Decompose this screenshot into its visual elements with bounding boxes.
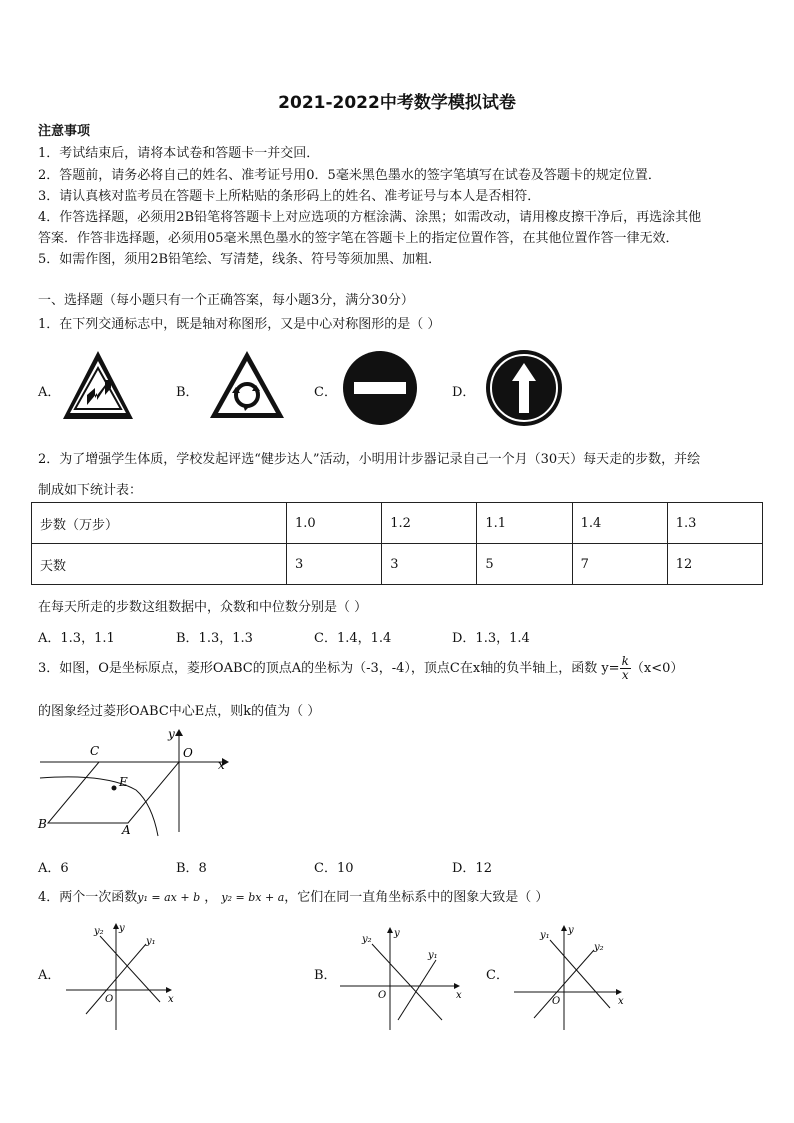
q3-stem-line1 <box>38 655 683 682</box>
label-y1: y₁ <box>540 930 550 941</box>
label-y: y <box>119 923 125 934</box>
table-row-header: 步数（万步） <box>32 503 287 544</box>
q2-option-c: C．1.4，1.4 <box>314 631 392 646</box>
q3-option-b: B．8 <box>176 861 207 876</box>
hyperbola-curve <box>40 777 158 836</box>
notice-item: 4．作答选择题，必须用2B铅笔将答题卡上对应选项的方框涂满、涂黑；如需改动，请用橡皮擦干净后，再选涂其他 <box>38 210 702 225</box>
fraction-k-over-x <box>620 655 631 682</box>
q4-stem-tail: ，它们在同一直角坐标系中的图象大致是（ ） <box>284 890 549 905</box>
label-x: x <box>618 996 624 1007</box>
q3-option-c: C．10 <box>314 861 354 876</box>
page-title: 2021-2022中考数学模拟试卷 <box>278 93 516 113</box>
q2-option-b: B．1.3，1.3 <box>176 631 253 646</box>
q1-stem: 1．在下列交通标志中，既是轴对称图形，又是中心对称图形的是（ ） <box>38 317 441 332</box>
no-entry-sign-icon <box>342 350 418 426</box>
q2-stem-line2: 制成如下统计表： <box>38 483 143 498</box>
table-cell: 1.3 <box>667 503 762 544</box>
graph-option-b <box>340 924 464 1034</box>
table-row <box>32 503 763 544</box>
warning-sign-icon <box>60 348 136 424</box>
label-e: E <box>119 775 128 789</box>
q1-option-b: B． <box>176 385 199 400</box>
q3-option-d: D．12 <box>452 861 492 876</box>
label-b: B <box>38 817 47 831</box>
q4-stem: 4．两个一次函数y₁ = ax + b ， y₂ = bx + a，它们在同一直角坐标系中的图象大致是（ ） <box>38 890 549 905</box>
q1-option-a: A． <box>38 385 61 400</box>
label-y: y <box>394 928 400 939</box>
table-cell: 1.4 <box>572 503 667 544</box>
table-cell: 1.0 <box>287 503 382 544</box>
label-y: y <box>168 727 175 741</box>
table-cell: 3 <box>382 544 477 585</box>
roundabout-sign-icon <box>208 349 286 421</box>
label-y1: y₁ <box>146 936 156 947</box>
graph-option-a <box>66 922 178 1032</box>
table-cell: 1.1 <box>477 503 572 544</box>
point-e <box>112 786 117 791</box>
notice-item: 2．答题前，请务必将自己的姓名、准考证号用0．5毫米黑色墨水的签字笔填写在试卷及答题卡的规定位置． <box>38 168 661 183</box>
label-x: x <box>218 758 225 772</box>
table-cell: 12 <box>667 544 762 585</box>
q2-question: 在每天所走的步数这组数据中，众数和中位数分别是（ ） <box>38 600 368 615</box>
label-c: C <box>90 744 100 758</box>
q1-option-d: D． <box>452 385 476 400</box>
table-row <box>32 544 763 585</box>
q2-option-d: D．1.3，1.4 <box>452 631 530 646</box>
q3-domain: （x<0） <box>630 661 684 676</box>
q2-stem-line1: 2．为了增强学生体质，学校发起评选“健步达人”活动，小明用计步器记录自己一个月（30天）每天走的步数，并绘 <box>38 452 701 467</box>
q3-stem-line2: 的图象经过菱形OABC中心E点，则k的值为（ ） <box>38 704 321 719</box>
y-axis-arrow-icon <box>175 729 183 736</box>
steps-table <box>31 502 763 585</box>
straight-ahead-sign-icon <box>485 349 563 427</box>
notice-item: 3．请认真核对监考员在答题卡上所粘贴的条形码上的姓名、准考证号与本人是否相符． <box>38 189 541 204</box>
label-o: O <box>105 994 114 1005</box>
table-cell: 1.2 <box>382 503 477 544</box>
q4-option-b: B． <box>314 968 337 983</box>
label-x: x <box>456 990 462 1001</box>
q1-option-c: C． <box>314 385 337 400</box>
function-y1: y₁ = ax + b <box>137 891 201 904</box>
table-cell: 7 <box>572 544 667 585</box>
q4-option-c: C． <box>486 968 509 983</box>
label-o: O <box>183 746 193 760</box>
graph-option-c <box>514 922 626 1034</box>
label-y2: y₂ <box>594 942 604 953</box>
notice-item: 5．如需作图，须用2B铅笔绘、写清楚，线条、符号等须加黑、加粗． <box>38 252 442 267</box>
table-cell: 5 <box>477 544 572 585</box>
label-y: y <box>568 925 574 936</box>
label-o: O <box>378 990 387 1001</box>
q4-option-a: A． <box>38 968 61 983</box>
q3-stem-text: 3．如图，O是坐标原点，菱形OABC的顶点A的坐标为（-3，-4），顶点C在x轴的负半轴上，函数 y= <box>38 661 620 676</box>
q2-option-a: A．1.3，1.1 <box>38 631 115 646</box>
fraction-denominator: x <box>621 668 629 682</box>
label-y2: y₂ <box>362 934 372 945</box>
q3-option-a: A．6 <box>38 861 69 876</box>
function-y2: y₂ = bx + a <box>221 891 285 904</box>
label-y2: y₂ <box>94 926 104 937</box>
label-a: A <box>122 823 131 837</box>
rhombus-oabc <box>48 762 179 823</box>
q4-stem-text: 4．两个一次函数 <box>38 890 138 905</box>
notice-heading: 注意事项 <box>38 124 91 139</box>
fraction-numerator: k <box>621 654 629 668</box>
rhombus-diagram <box>36 728 232 840</box>
table-row-header: 天数 <box>32 544 287 585</box>
notice-item: 答案．作答非选择题，必须用05毫米黑色墨水的签字笔在答题卡上的指定位置作答，在其他位置作答一律无效． <box>38 231 679 246</box>
label-o: O <box>552 996 561 1007</box>
notice-item: 1．考试结束后，请将本试卷和答题卡一并交回． <box>38 146 320 161</box>
label-y1: y₁ <box>428 950 438 961</box>
table-cell: 3 <box>287 544 382 585</box>
label-x: x <box>168 994 174 1005</box>
section-heading: 一、选择题（每小题只有一个正确答案，每小题3分，满分30分） <box>38 293 414 308</box>
